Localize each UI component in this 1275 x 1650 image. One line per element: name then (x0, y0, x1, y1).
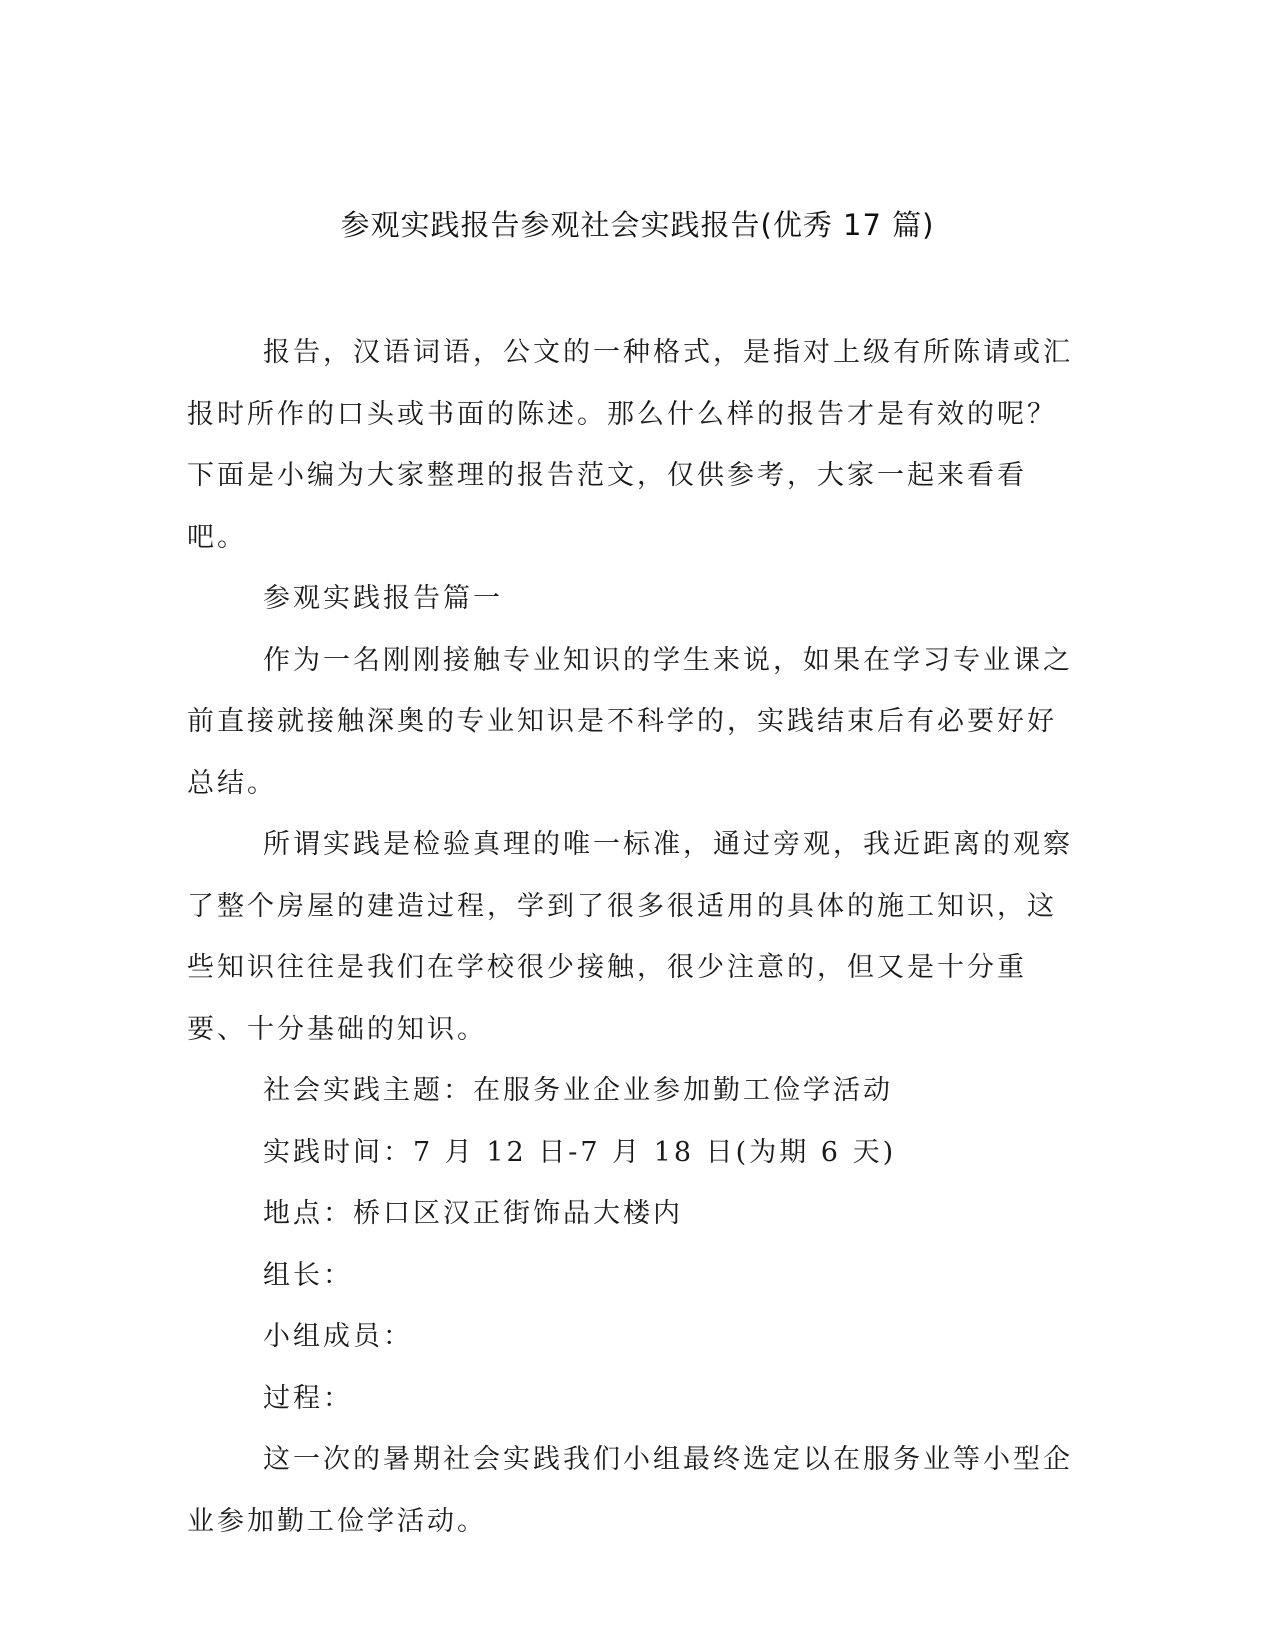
practice-location: 地点：桥口区汉正街饰品大楼内 (263, 1198, 683, 1229)
body-paragraph: 所谓实践是检验真理的唯一标准，通过旁观，我近距离的观察了整个房屋的建造过程，学到了很多很适用的具体的施工知识，这些知识往往是我们在学校很少接触，很少注意的，但又是十分重要、十分基础的知识。 (187, 829, 1073, 1045)
body-paragraph: 这一次的暑期社会实践我们小组最终选定以在服务业等小型企业参加勤工俭学活动。 (187, 1444, 1073, 1537)
group-leader: 组长： (263, 1259, 353, 1291)
process-label: 过程： (263, 1382, 353, 1414)
body-paragraph: 作为一名刚刚接触专业知识的学生来说，如果在学习专业课之前直接就接触深奥的专业知识是不科学的，实践结束后有必要好好总结。 (187, 644, 1073, 799)
document-title: 参观实践报告参观社会实践报告(优秀 17 篇) (340, 208, 935, 242)
group-members: 小组成员： (263, 1321, 413, 1352)
intro-paragraph: 报告，汉语词语，公文的一种格式，是指对上级有所陈请或汇报时所作的口头或书面的陈述。那么什么样的报告才是有效的呢？下面是小编为大家整理的报告范文，仅供参考，大家一起来看看吧。 (187, 337, 1073, 553)
document-body (187, 322, 1077, 1552)
practice-theme: 社会实践主题：在服务业企业参加勤工俭学活动 (263, 1075, 893, 1106)
practice-time: 实践时间：7 月 12 日-7 月 18 日(为期 6 天) (263, 1136, 897, 1168)
section-heading: 参观实践报告篇一 (263, 583, 503, 614)
